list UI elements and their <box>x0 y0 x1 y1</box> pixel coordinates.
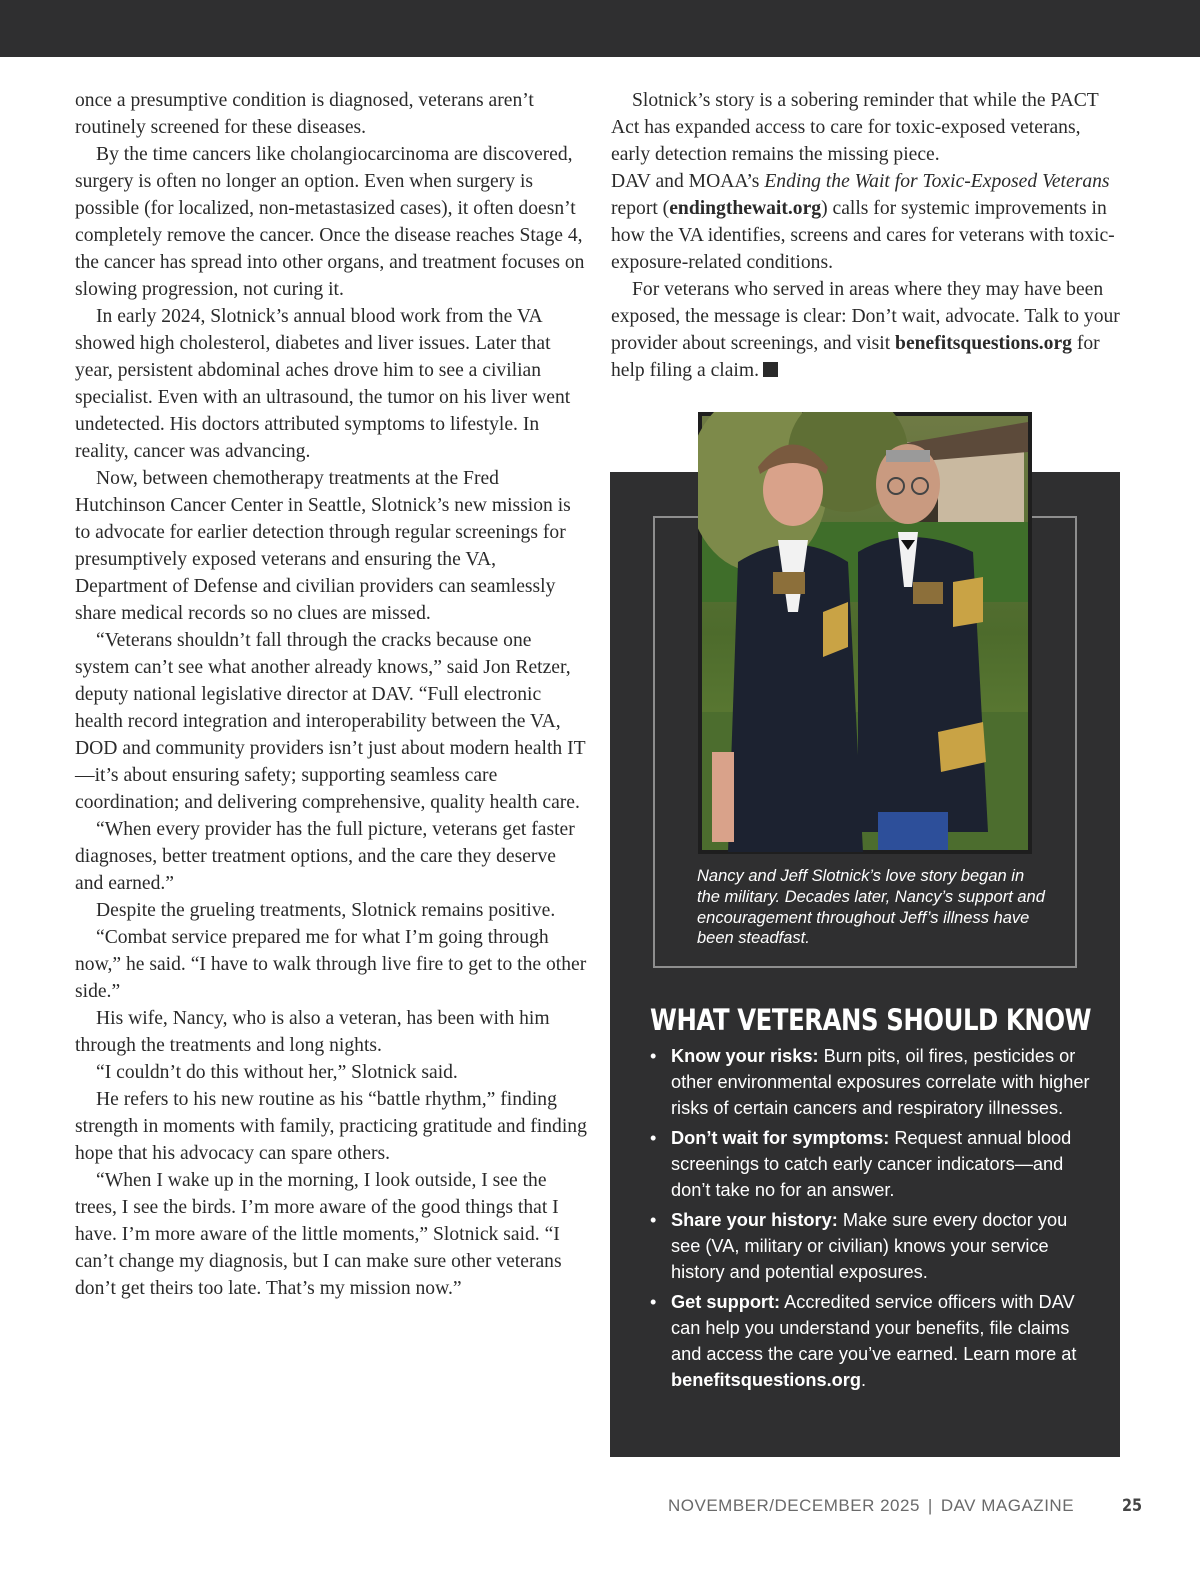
endingthewait-link[interactable]: endingthewait.org <box>669 198 822 219</box>
end-of-story-mark <box>763 362 778 377</box>
text: For veterans who served in areas where they may have been exposed, the message is clear: Don’t wait, advocate. Talk to your provider about screenings, and visit <box>611 279 1120 354</box>
paragraph: His wife, Nancy, who is also a veteran, has been with him through the treatments and long nights. <box>75 1008 550 1056</box>
text: for help filing a claim. <box>611 333 1100 381</box>
footer-magazine: DAV MAGAZINE <box>940 1496 1075 1515</box>
page-number: 25 <box>1122 1496 1143 1516</box>
couple-photo-illustration <box>698 412 1032 854</box>
text: ) calls for systemic improvements in how the VA identifies, screens and cares for veterans with toxic-exposure-related conditions. <box>611 198 1115 273</box>
paragraph: He refers to his new routine as his “battle rhythm,” finding strength in moments with family, practicing gratitude and finding hope that his advocacy can spare others. <box>75 1089 587 1164</box>
sidebar-title: WHAT VETERANS SHOULD KNOW <box>650 1003 1092 1037</box>
paragraph: “Veterans shouldn’t fall through the cracks because one system can’t see what another already knows,” said Jon Retzer, deputy national legislative director at DAV. “Full electronic health record integration and interoperability between the VA, DOD and community providers isn’t just about modern health IT—it’s about ensuring safety; supporting seamless care coordination; and delivering comprehensive, quality health care. <box>75 630 586 813</box>
benefitsquestions-sidebar-link[interactable]: benefitsquestions.org <box>671 1370 861 1390</box>
article-right-column <box>611 87 1123 384</box>
paragraph-advocate <box>611 276 1123 384</box>
paragraph: “When every provider has the full picture, veterans get faster diagnoses, better treatment options, and the care they deserve and earned.” <box>75 819 575 894</box>
paragraph: Despite the grueling treatments, Slotnick remains positive. <box>96 900 556 921</box>
item-text: Accredited service officers with DAV can help you understand your benefits, file claims and access the care you’ve earned. Learn more at <box>671 1292 1077 1364</box>
couple-photo <box>698 412 1032 854</box>
paragraph: “I couldn’t do this without her,” Slotnick said. <box>96 1062 458 1083</box>
list-item <box>650 1289 1090 1393</box>
bullet-icon: • <box>650 1210 657 1230</box>
item-label: Get support: <box>671 1292 781 1312</box>
veterans-tips-list <box>650 1043 1090 1397</box>
item-text: . <box>860 1370 867 1390</box>
paragraph: “When I wake up in the morning, I look outside, I see the trees, I see the birds. I’m more aware of the good things that I have. I’m more aware of the little moments,” Slotnick said. “I can’t change my diagnosis, but I can make sure other veterans don’t get theirs too late. That’s my mission now.” <box>75 1170 562 1299</box>
bullet-icon: • <box>650 1128 657 1148</box>
benefitsquestions-link[interactable]: benefitsquestions.org <box>895 333 1072 354</box>
item-label: Know your risks: <box>671 1046 819 1066</box>
item-text: Burn pits, oil fires, pesticides or other environmental exposures correlate with higher risks of certain cancers and respiratory illnesses. <box>671 1046 1090 1118</box>
item-text: Request annual blood screenings to catch early cancer indicators—and don’t take no for an answer. <box>671 1128 1072 1200</box>
top-header-bar <box>0 0 1200 57</box>
footer-issue: NOVEMBER/DECEMBER 2025 <box>668 1496 920 1515</box>
list-item <box>650 1043 1090 1121</box>
item-text: Make sure every doctor you see (VA, military or civilian) knows your service history and potential exposures. <box>671 1210 1068 1282</box>
list-item <box>650 1207 1090 1285</box>
text: DAV and MOAA’s <box>611 171 765 192</box>
bullet-icon: • <box>650 1292 657 1312</box>
paragraph: Now, between chemotherapy treatments at the Fred Hutchinson Cancer Center in Seattle, Slotnick’s new mission is to advocate for earlier detection through regular screenings for presumptively exposed veterans and ensuring the VA, Department of Defense and civilian providers can seamlessly share medical records so no clues are missed. <box>75 468 571 624</box>
paragraph: In early 2024, Slotnick’s annual blood work from the VA showed high cholesterol, diabetes and liver issues. Later that year, persistent abdominal aches drove him to see a civilian specialist. Even with an ultrasound, the tumor on his liver went undetected. His doctors attributed symptoms to lifestyle. In reality, cancer was advancing. <box>75 306 571 462</box>
paragraph: Slotnick’s story is a sobering reminder that while the PACT Act has expanded access to care for toxic-exposed veterans, early detection remains the missing piece. <box>611 90 1099 165</box>
photo-caption: Nancy and Jeff Slotnick’s love story began in the military. Decades later, Nancy’s support and encouragement throughout Jeff’s illness have been steadfast. <box>697 867 1045 948</box>
item-label: Don’t wait for symptoms: <box>671 1128 890 1148</box>
text: report ( <box>611 198 670 219</box>
footer-separator: | <box>927 1496 933 1515</box>
article-left-column <box>75 87 587 1302</box>
item-label: Share your history: <box>671 1210 838 1230</box>
paragraph: “Combat service prepared me for what I’m going through now,” he said. “I have to walk through live fire to get to the other side.” <box>75 927 587 1002</box>
paragraph-report <box>611 168 1123 276</box>
paragraph: By the time cancers like cholangiocarcinoma are discovered, surgery is often no longer an option. Even when surgery is possible (for localized, non-metastasized cases), it often doesn’t completely remove the cancer. Once the disease reaches Stage 4, the cancer has spread into other organs, and treatment focuses on slowing progression, not curing it. <box>75 144 585 300</box>
bullet-icon: • <box>650 1046 657 1066</box>
report-title: Ending the Wait for Toxic-Exposed Veterans <box>764 171 1110 192</box>
footer-issue-line <box>668 1492 1074 1520</box>
list-item <box>650 1125 1090 1203</box>
paragraph: once a presumptive condition is diagnosed, veterans aren’t routinely screened for these diseases. <box>75 90 534 138</box>
